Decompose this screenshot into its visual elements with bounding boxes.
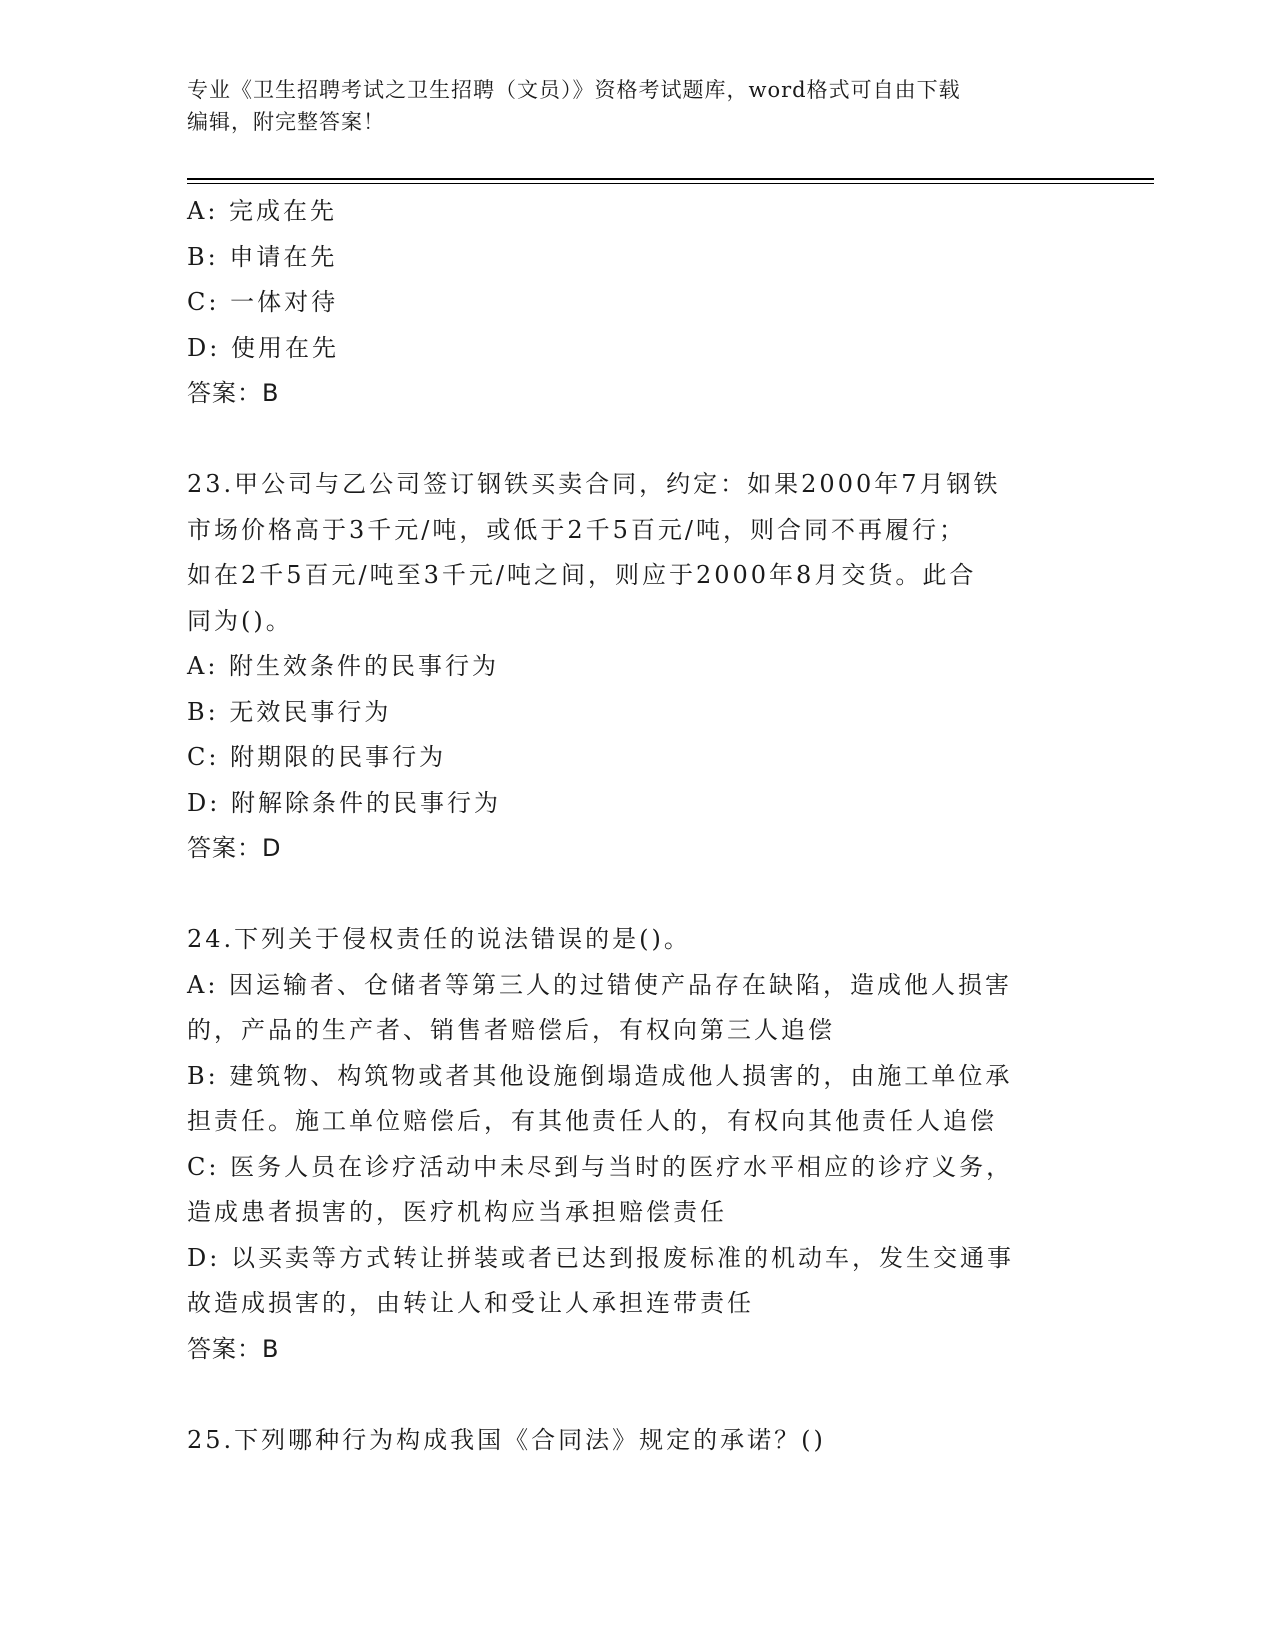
question-list — [187, 189, 1087, 1463]
option-a: A: 因运输者、仓储者等第三人的过错使产品存在缺陷，造成他人损害 — [187, 970, 1013, 999]
question-text-line: 25.下列哪种行为构成我国《合同法》规定的承诺？() — [187, 1425, 826, 1454]
option-a: A: 附生效条件的民事行为 — [187, 652, 500, 680]
option-b: B: 无效民事行为 — [187, 697, 392, 726]
spacer — [187, 417, 1087, 463]
spacer — [187, 1372, 1087, 1418]
spacer — [187, 872, 1087, 918]
question-text-line: 如在2千5百元/吨至3千元/吨之间，则应于2000年8月交货。此合 — [187, 561, 977, 589]
answer-line: 答案：B — [187, 379, 280, 407]
option-c: C: 附期限的民事行为 — [187, 743, 447, 771]
question-25 — [187, 1418, 1087, 1464]
question-text-line: 24.下列关于侵权责任的说法错误的是()。 — [187, 925, 691, 953]
header-line-1: 专业《卫生招聘考试之卫生招聘（文员）》资格考试题库，word格式可自由下载 — [187, 78, 961, 102]
question-text-line: 同为()。 — [187, 606, 293, 635]
header-divider-thick — [187, 178, 1154, 180]
header-line-2: 编辑，附完整答案！ — [187, 110, 385, 134]
option-d: D: 使用在先 — [187, 333, 339, 362]
question-text-line: 23.甲公司与乙公司签订钢铁买卖合同，约定：如果2000年7月钢铁 — [187, 470, 1001, 498]
option-a-continued: 的，产品的生产者、销售者赔偿后，有权向第三人追偿 — [187, 1016, 835, 1044]
option-d: D: 附解除条件的民事行为 — [187, 788, 501, 817]
question-22 — [187, 189, 1087, 417]
option-b: B: 建筑物、构筑物或者其他设施倒塌造成他人损害的，由施工单位承 — [187, 1061, 1013, 1090]
question-23 — [187, 462, 1087, 872]
option-d: D: 以买卖等方式转让拼装或者已达到报废标准的机动车，发生交通事 — [187, 1243, 1014, 1272]
question-24 — [187, 917, 1087, 1372]
option-c: C: 医务人员在诊疗活动中未尽到与当时的医疗水平相应的诊疗义务， — [187, 1152, 1014, 1181]
option-b-continued: 担责任。施工单位赔偿后，有其他责任人的，有权向其他责任人追偿 — [187, 1107, 997, 1135]
question-text-line: 市场价格高于3千元/吨，或低于2千5百元/吨，则合同不再履行； — [187, 515, 966, 544]
header-divider-thin — [187, 183, 1154, 184]
option-d-continued: 故造成损害的，由转让人和受让人承担连带责任 — [187, 1289, 754, 1317]
answer-line: 答案：D — [187, 834, 282, 862]
option-c-continued: 造成患者损害的，医疗机构应当承担赔偿责任 — [187, 1198, 727, 1226]
option-c: C: 一体对待 — [187, 288, 339, 316]
option-b: B: 申请在先 — [187, 242, 338, 271]
document-header — [187, 74, 1067, 138]
answer-line: 答案：B — [187, 1334, 280, 1363]
option-a: A: 完成在先 — [187, 197, 338, 225]
